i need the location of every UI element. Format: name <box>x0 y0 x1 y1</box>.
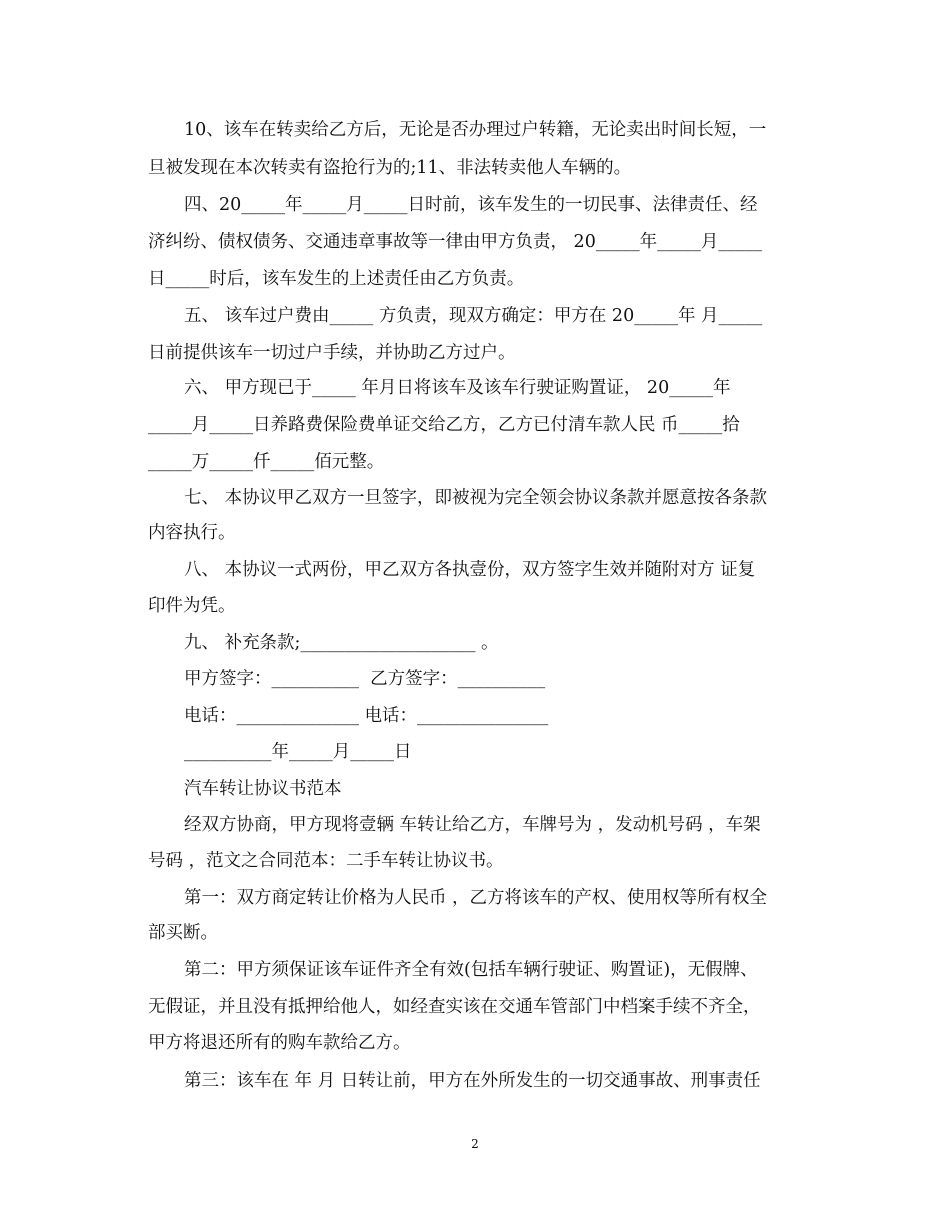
text-line: _____月_____日养路费保险费单证交给乙方，乙方已付清车款人民 币_____拾 <box>148 415 740 435</box>
text-line: 八、 本协议一式两份，甲乙双方各执壹份，双方签字生效并随附对方 证复 <box>184 560 756 580</box>
text-line: _____万_____仟_____佰元整。 <box>148 452 385 472</box>
text-line: 印件为凭。 <box>148 596 236 616</box>
text-line: 六、 甲方现已于_____ 年月日将该车及该车行驶证购置证， 20_____年 <box>184 378 731 398</box>
signature-line: 甲方签字：__________ 乙方签字：__________ <box>184 669 546 689</box>
text-line: 经双方协商，甲方现将壹辆 车转让给乙方，车牌号为 ，发动机号码 ，车架 <box>184 815 761 835</box>
text-line: 日前提供该车一切过户手续，并协助乙方过户。 <box>148 343 516 363</box>
text-line: 号码 ，范文之合同范本：二手车转让协议书。 <box>148 851 504 871</box>
text-line: 四、20_____年_____月_____日时前，该车发生的一切民事、法律责任、经 <box>184 195 758 215</box>
text-line: 第二：甲方须保证该车证件齐全有效(包括车辆行驶证、购置证)，无假牌、 <box>184 960 758 980</box>
text-line: 第三：该车在 年 月 日转让前，甲方在外所发生的一切交通事故、刑事责任 <box>184 1071 761 1091</box>
text-line: 日_____时后，该车发生的上述责任由乙方负责。 <box>148 269 525 289</box>
page-number: 2 <box>471 1137 479 1151</box>
text-line: 旦被发现在本次转卖有盗抢行为的;11、非法转卖他人车辆的。 <box>148 158 632 178</box>
date-line: __________年_____月_____日 <box>184 742 412 762</box>
text-line: 甲方将退还所有的购车款给乙方。 <box>148 1033 411 1053</box>
section-title: 汽车转让协议书范本 <box>184 779 342 799</box>
text-line: 五、 该车过户费由_____ 方负责，现双方确定：甲方在 20_____年 月_____ <box>184 306 763 326</box>
text-line: 部买断。 <box>148 923 218 943</box>
text-line: 第一：双方商定转让价格为人民币 ，乙方将该车的产权、使用权等所有权全 <box>184 888 768 908</box>
text-line: 内容执行。 <box>148 523 236 543</box>
text-line: 济纠纷、债权债务、交通违章事故等一律由甲方负责， 20_____年_____月_____ <box>148 232 763 252</box>
phone-line: 电话：______________ 电话：_______________ <box>184 706 549 726</box>
text-line: 无假证，并且没有抵押给他人，如经查实该在交通车管部门中档案手续不齐全， <box>148 997 761 1017</box>
text-line: 10、该车在转卖给乙方后，无论是否办理过户转籍，无论卖出时间长短，一 <box>184 120 767 140</box>
text-line: 七、 本协议甲乙双方一旦签字，即被视为完全领会协议条款并愿意按各条款 <box>184 488 768 508</box>
text-line: 九、 补充条款;____________________ 。 <box>184 633 499 653</box>
